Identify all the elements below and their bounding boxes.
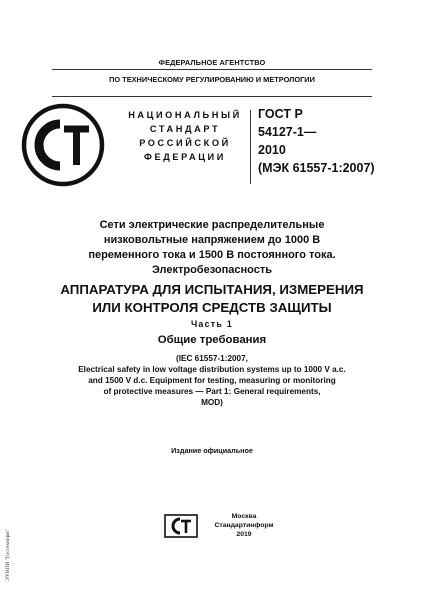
english-title-line-5: MOD): [201, 398, 223, 407]
english-title-line-1: (IEC 61557-1:2007,: [176, 354, 248, 363]
publisher-city: Москва: [231, 513, 257, 520]
standard-divider: [250, 110, 251, 184]
side-stamp: [3, 520, 13, 590]
standard-type-line-3: РОССИЙСКОЙ: [139, 138, 231, 148]
gost-number-line-2: 54127-1—: [258, 125, 317, 139]
main-title-line-2: ИЛИ КОНТРОЛЯ СРЕДСТВ ЗАЩИТЫ: [92, 300, 332, 315]
publisher-year: 2019: [236, 531, 252, 538]
header-divider-bottom: [52, 96, 372, 97]
edition-label: Издание официальное: [171, 446, 253, 455]
english-title-line-2: Electrical safety in low voltage distribution systems up to 1000 V a.c.: [78, 365, 346, 374]
english-title-line-4: of protective measures — Part 1: General requirements,: [103, 387, 321, 396]
standard-type-line-1: НАЦИОНАЛЬНЫЙ: [128, 110, 242, 120]
english-title-line-3: and 1500 V d.c. Equipment for testing, measuring or monitoring: [88, 376, 336, 385]
standard-type-line-4: ФЕДЕРАЦИИ: [144, 152, 226, 162]
gost-number-line-3: 2010: [258, 143, 286, 157]
title-line-2: низковольтные напряжением до 1000 В: [103, 234, 321, 246]
gost-r-logo-icon: [21, 103, 105, 187]
title-line-1: Сети электрические распределительные: [99, 219, 325, 231]
subtitle: Общие требования: [157, 334, 267, 346]
agency-name-line-1: ФЕДЕРАЛЬНОЕ АГЕНТСТВО: [158, 58, 266, 67]
side-stamp-text: ЭУНПИ "Гостехнорм": [5, 529, 11, 581]
title-line-4: Электробезопасность: [151, 264, 273, 276]
gost-number-line-1: ГОСТ Р: [258, 107, 303, 121]
part-label: Часть 1: [190, 319, 234, 329]
publisher-name: Стандартинформ: [214, 522, 274, 529]
main-title-line-1: АППАРАТУРА ДЛЯ ИСПЫТАНИЯ, ИЗМЕРЕНИЯ: [60, 282, 364, 297]
standartinform-logo-icon: [164, 514, 198, 538]
header-divider-top: [52, 69, 372, 70]
gost-number-line-4: (МЭК 61557-1:2007): [258, 161, 375, 175]
standard-type-line-2: СТАНДАРТ: [149, 124, 221, 134]
agency-name-line-2: ПО ТЕХНИЧЕСКОМУ РЕГУЛИРОВАНИЮ И МЕТРОЛОГИИ: [109, 75, 315, 84]
title-line-3: переменного тока и 1500 В постоянного тока.: [88, 249, 336, 261]
